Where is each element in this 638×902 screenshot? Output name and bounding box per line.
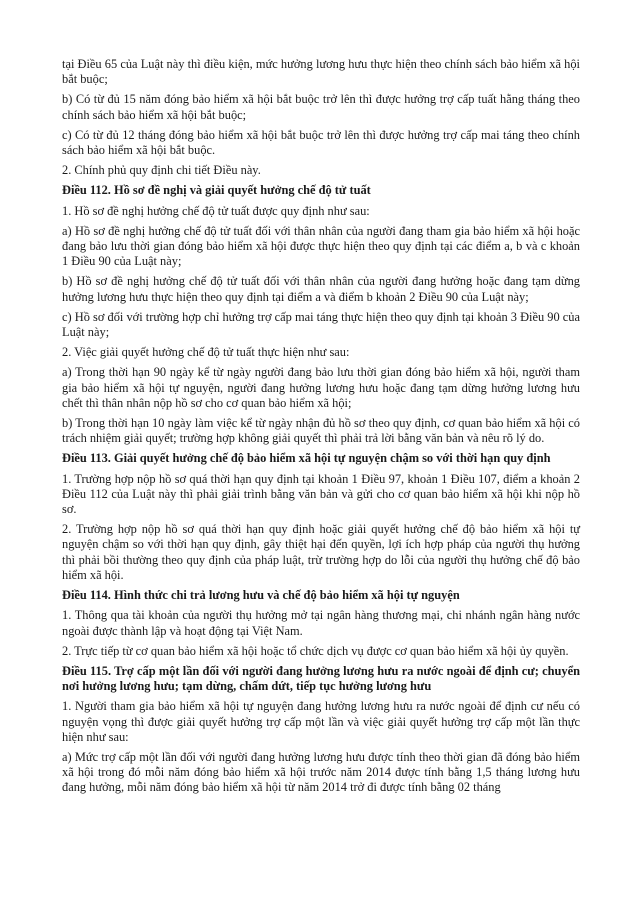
paragraph: 1. Hồ sơ đề nghị hưởng chế độ tử tuất được quy định như sau: <box>62 203 370 218</box>
paragraph: 1. Trường hợp nộp hồ sơ quá thời hạn quy định tại khoản 1 Điều 97, khoản 1 Điều 107, điểm a khoản 2 Điều 112 của Luật này thì phải giải trình bằng văn bản và gửi cho cơ quan bảo hiểm xã hội khi nộp hồ sơ. <box>62 471 580 517</box>
article-heading: Điều 112. Hồ sơ đề nghị và giải quyết hưởng chế độ tử tuất <box>62 183 371 198</box>
article-heading: Điều 115. Trợ cấp một lần đối với người đang hưởng lương hưu ra nước ngoài để định cư; chuyển nơi hưởng lương hưu; tạm dừng, chấm dứt, tiếp tục hưởng lương hưu <box>62 663 580 694</box>
article-heading: Điều 113. Giải quyết hưởng chế độ bảo hiểm xã hội tự nguyện chậm so với thời hạn quy định <box>62 451 551 466</box>
paragraph: 1. Người tham gia bảo hiểm xã hội tự nguyện đang hưởng lương hưu ra nước ngoài để định cư nếu có nguyện vọng thì được giải quyết hưởng trợ cấp một lần và việc giải quyết hưởng trợ cấp một lần thực hiện như sau: <box>62 699 580 744</box>
paragraph: 2. Việc giải quyết hưởng chế độ tử tuất thực hiện như sau: <box>62 345 350 360</box>
paragraph: a) Hồ sơ đề nghị hưởng chế độ tử tuất đối với thân nhân của người đang tham gia bảo hiểm xã hội hoặc đang bảo lưu thời gian đóng bảo hiểm xã hội được thực hiện theo quy định tại các điểm a, b và c khoản 1 Điều 90 của Luật này; <box>62 223 580 269</box>
paragraph: tại Điều 65 của Luật này thì điều kiện, mức hưởng lương hưu thực hiện theo chính sách bảo hiểm xã hội bắt buộc; <box>62 57 580 87</box>
paragraph: b) Có từ đủ 15 năm đóng bảo hiểm xã hội bắt buộc trở lên thì được hưởng trợ cấp tuất hằng tháng theo chính sách bảo hiểm xã hội bắt buộc; <box>62 92 580 122</box>
paragraph: a) Mức trợ cấp một lần đối với người đang hưởng lương hưu được tính theo thời gian đã đóng bảo hiểm xã hội trong đó mỗi năm đóng bảo hiểm xã hội trước năm 2014 được tính bằng 1,5 tháng lương hưu đang hưởng, mỗi năm đóng bảo hiểm xã hội từ năm 2014 trở đi được tính bằng 02 tháng <box>62 749 580 795</box>
paragraph: c) Có từ đủ 12 tháng đóng bảo hiểm xã hội bắt buộc trở lên thì được hưởng trợ cấp mai táng theo chính sách bảo hiểm xã hội bắt buộc. <box>62 127 580 158</box>
article-heading: Điều 114. Hình thức chi trả lương hưu và chế độ bảo hiểm xã hội tự nguyện <box>62 588 460 603</box>
paragraph: 2. Chính phủ quy định chi tiết Điều này. <box>62 163 261 178</box>
paragraph: 2. Trực tiếp từ cơ quan bảo hiểm xã hội hoặc tổ chức dịch vụ được cơ quan bảo hiểm xã hội ủy quyền. <box>62 643 569 658</box>
paragraph: 2. Trường hợp nộp hồ sơ quá thời hạn quy định hoặc giải quyết hưởng chế độ bảo hiểm xã hội tự nguyện chậm so với thời hạn quy định, gây thiệt hại đến quyền, lợi ích hợp pháp của người thụ hưởng thì phải bồi thường theo quy định của pháp luật, trừ trường hợp do lỗi của người thụ hưởng chế độ bảo hiểm xã hội. <box>62 522 580 582</box>
paragraph: b) Trong thời hạn 10 ngày làm việc kể từ ngày nhận đủ hồ sơ theo quy định, cơ quan bảo hiểm xã hội có trách nhiệm giải quyết; trường hợp không giải quyết thì phải trả lời bằng văn bản và nêu rõ lý do. <box>62 416 580 446</box>
paragraph: a) Trong thời hạn 90 ngày kể từ ngày người đang bảo lưu thời gian đóng bảo hiểm xã hội, người tham gia bảo hiểm xã hội tự nguyện, người đang hưởng lương hưu hoặc đang tạm dừng hưởng lương hưu chết thì thân nhân nộp hồ sơ cho cơ quan bảo hiểm xã hội; <box>62 365 580 410</box>
paragraph: 1. Thông qua tài khoản của người thụ hưởng mở tại ngân hàng thương mại, chi nhánh ngân hàng nước ngoài được thành lập và hoạt động tại Việt Nam. <box>62 608 580 638</box>
paragraph: b) Hồ sơ đề nghị hưởng chế độ tử tuất đối với thân nhân của người đang hưởng hoặc đang tạm dừng hưởng lương hưu thực hiện theo quy định tại điểm a và điểm b khoản 2 Điều 90 của Luật này; <box>62 274 580 304</box>
paragraph: c) Hồ sơ đối với trường hợp chỉ hưởng trợ cấp mai táng thực hiện theo quy định tại khoản 3 Điều 90 của Luật này; <box>62 309 580 340</box>
